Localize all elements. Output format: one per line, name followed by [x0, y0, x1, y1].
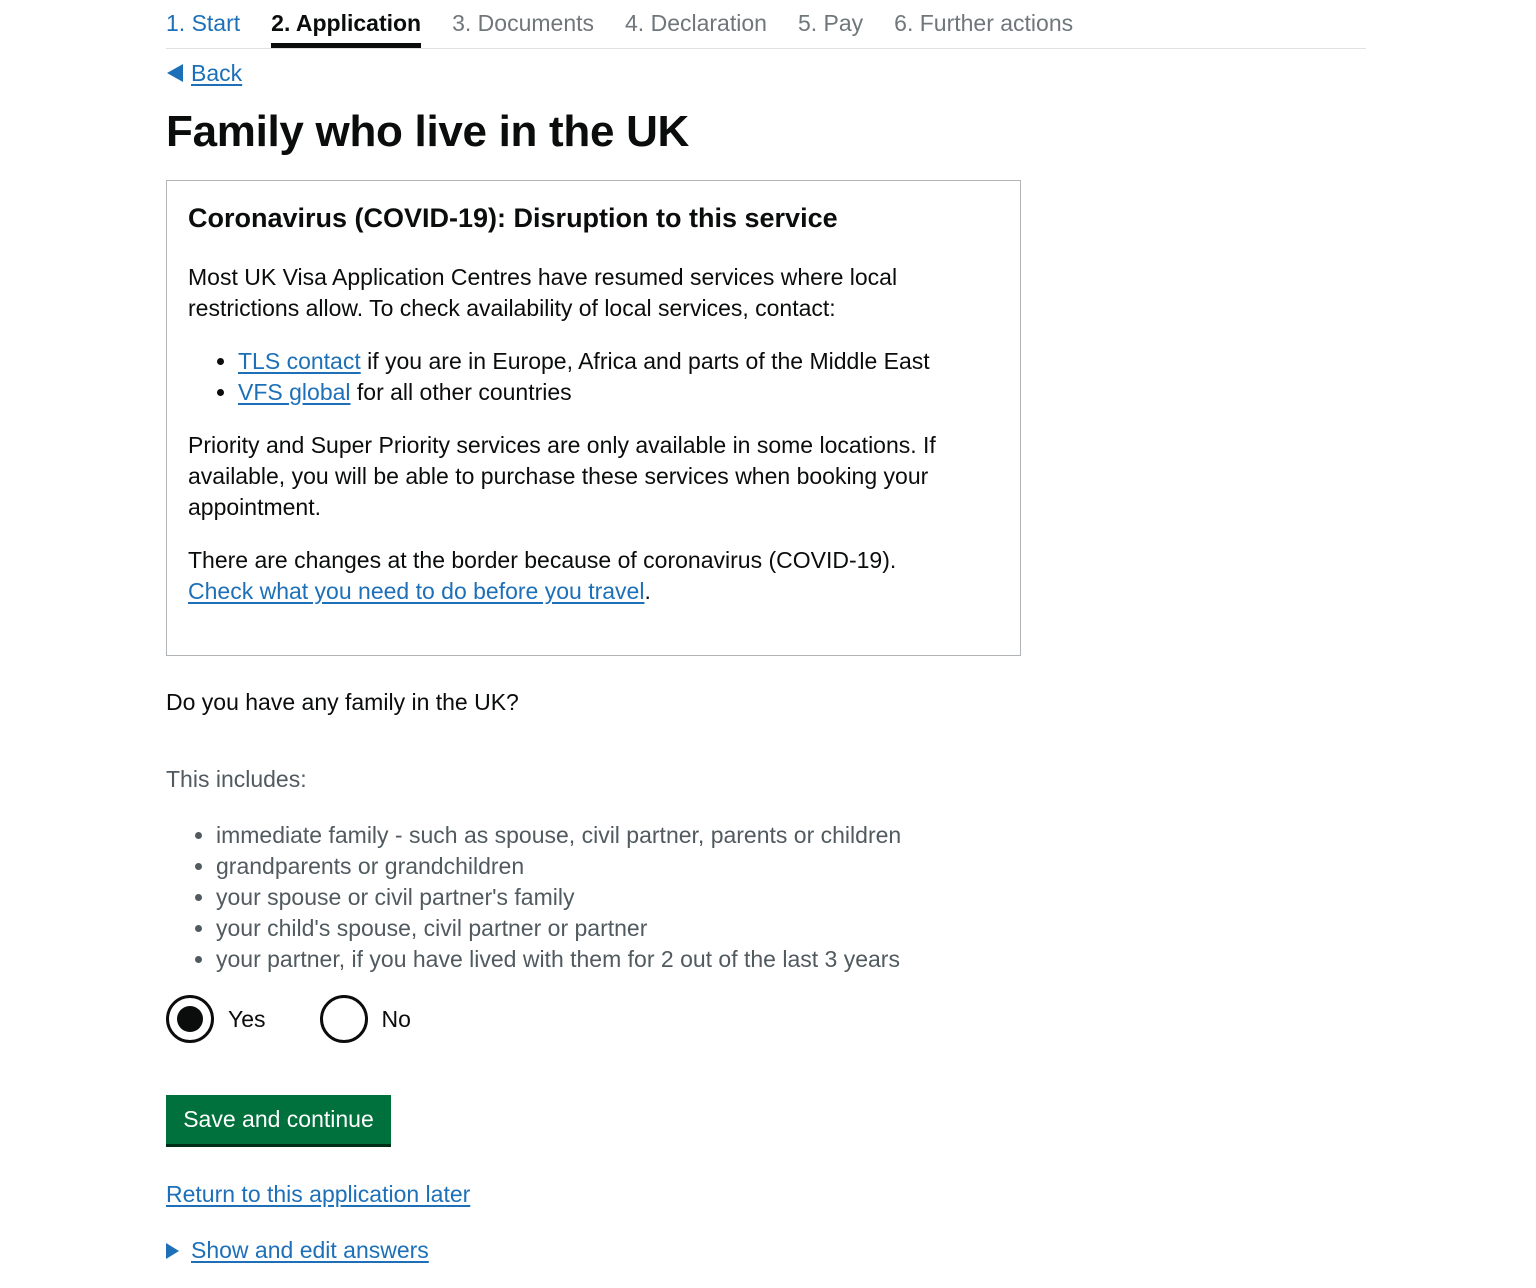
travel-check-link[interactable]: Check what you need to do before you travel — [188, 578, 645, 604]
notice-paragraph-border — [188, 545, 958, 607]
covid-notice-panel — [166, 180, 1021, 656]
list-item — [238, 346, 999, 377]
triangle-right-icon — [166, 1243, 179, 1259]
family-radio-group — [166, 995, 465, 1043]
show-answers-details[interactable] — [166, 1235, 429, 1266]
tls-contact-link[interactable]: TLS contact — [238, 348, 361, 374]
step-documents: 3. Documents — [452, 10, 595, 36]
list-item: • your spouse or civil partner's family — [216, 882, 901, 913]
step-declaration: 4. Declaration — [625, 10, 767, 36]
radio-no[interactable] — [320, 995, 411, 1043]
radio-yes[interactable] — [166, 995, 266, 1043]
question-hint — [166, 764, 901, 975]
hint-intro: This includes: — [166, 766, 307, 792]
step-pay: 5. Pay — [797, 10, 864, 36]
step-start[interactable]: 1. Start — [166, 10, 241, 36]
list-item — [238, 377, 999, 408]
save-and-continue-button[interactable]: Save and continue — [166, 1095, 391, 1144]
triangle-left-icon — [167, 64, 183, 82]
vfs-global-link[interactable]: VFS global — [238, 379, 351, 405]
page-title: Family who live in the UK — [166, 107, 690, 156]
step-navigation — [166, 0, 1366, 49]
hint-list — [166, 820, 901, 975]
radio-button-checked[interactable] — [166, 995, 214, 1043]
notice-contact-list — [188, 346, 999, 408]
show-edit-answers-link[interactable]: Show and edit answers — [191, 1237, 429, 1263]
period: . — [644, 578, 651, 604]
notice-heading: Coronavirus (COVID-19): Disruption to this service — [188, 203, 838, 233]
step-application: 2. Application — [271, 0, 421, 48]
radio-label: Yes — [228, 1006, 266, 1032]
question-legend: Do you have any family in the UK? — [166, 689, 519, 715]
radio-button[interactable] — [320, 995, 368, 1043]
border-text: There are changes at the border because of coronavirus (COVID-19). — [188, 547, 897, 573]
back-link[interactable]: Back — [191, 60, 243, 86]
list-item: • immediate family - such as spouse, civil partner, parents or children — [216, 820, 901, 851]
list-item: • your child's spouse, civil partner or partner — [216, 913, 901, 944]
list-item: • your partner, if you have lived with them for 2 out of the last 3 years — [216, 944, 901, 975]
notice-paragraph: Most UK Visa Application Centres have resumed services where local restrictions allow. To check availability of local services, contact: — [188, 264, 898, 321]
list-item-text: for all other countries — [350, 379, 572, 405]
return-later-link[interactable]: Return to this application later — [166, 1181, 471, 1207]
notice-paragraph: Priority and Super Priority services are only available in some locations. If available, you will be able to purchase these services when booking your appointment. — [188, 432, 936, 520]
radio-label: No — [381, 1006, 411, 1032]
list-item: • grandparents or grandchildren — [216, 851, 901, 882]
back-link-container — [167, 58, 242, 88]
list-item-text: if you are in Europe, Africa and parts of the Middle East — [360, 348, 930, 374]
step-further-actions: 6. Further actions — [894, 10, 1074, 36]
